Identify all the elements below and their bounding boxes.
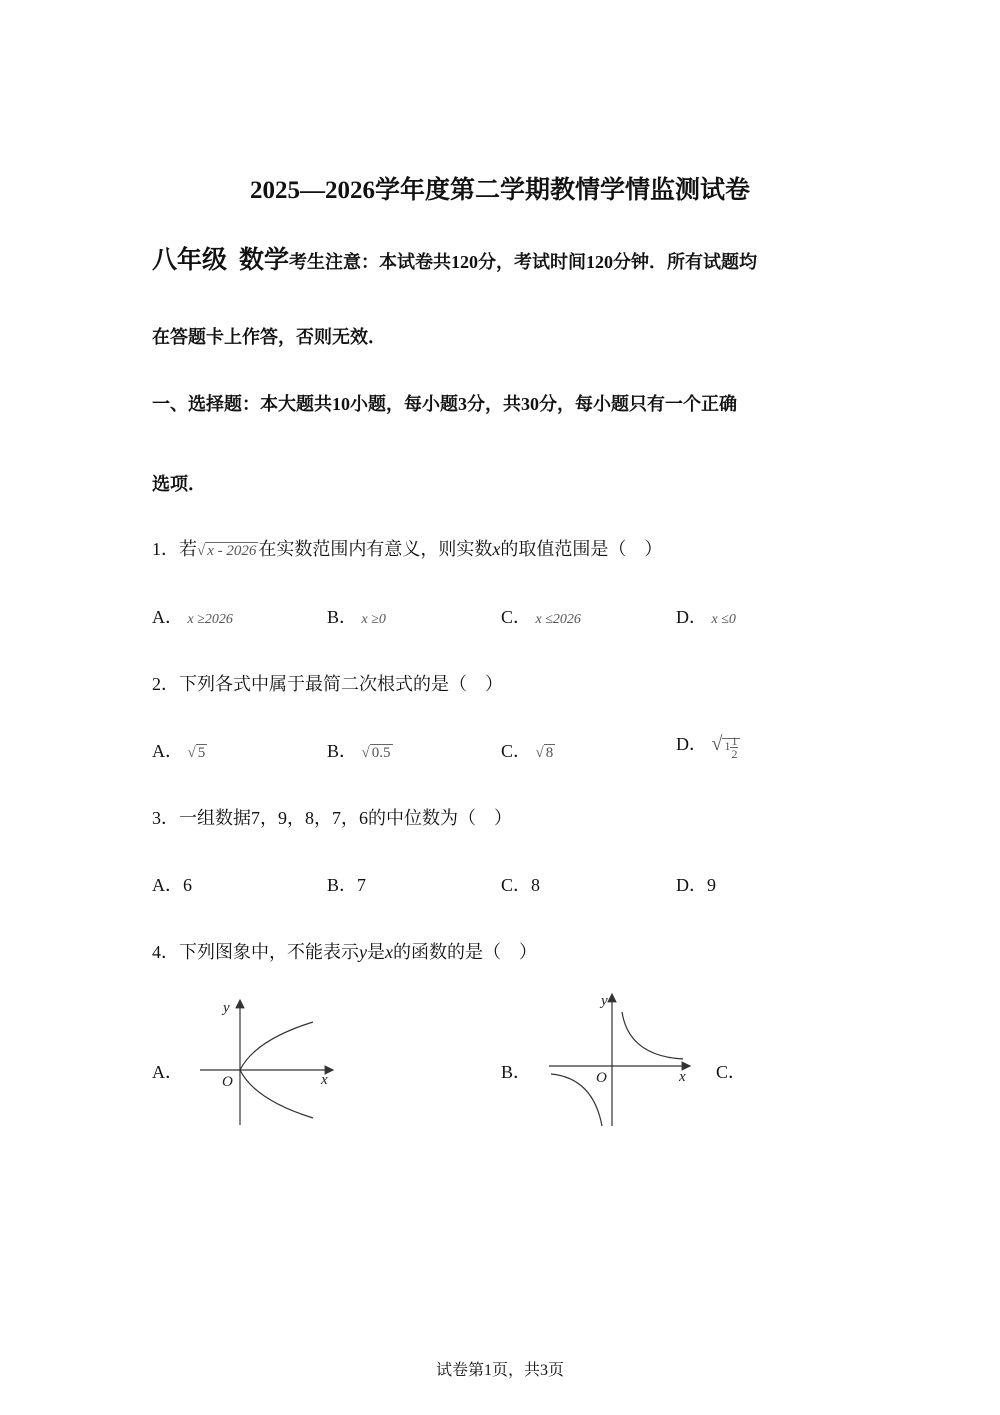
graph-b[interactable] — [545, 986, 695, 1131]
q4-option-b-label[interactable]: B． — [501, 1062, 532, 1082]
option-value: 6 — [183, 875, 192, 895]
page-footer: 试卷第1页，共3页 — [435, 1362, 564, 1379]
origin-label: O — [222, 1074, 233, 1090]
q1-option-d[interactable] — [676, 603, 736, 629]
option-value: 9 — [707, 875, 716, 895]
axis-x-label: x — [321, 1072, 328, 1088]
section-heading: 一、选择题：本大题共10小题，每小题3分，共30分，每小题只有一个正确 — [152, 394, 737, 414]
q3-option-a[interactable] — [152, 871, 192, 897]
exam-notice-cont: 在答题卡上作答，否则无效． — [152, 327, 386, 347]
q2-option-b[interactable] — [327, 737, 393, 763]
q2-option-c[interactable] — [501, 737, 555, 763]
q3-option-d[interactable] — [676, 871, 716, 897]
radicand: 5 — [197, 745, 206, 761]
q1-option-a[interactable] — [152, 603, 233, 629]
q2-option-d[interactable] — [676, 730, 740, 760]
option-label: B． — [327, 607, 358, 627]
q1-option-b[interactable] — [327, 603, 386, 629]
question-1 — [152, 535, 662, 561]
radicand: 8 — [545, 745, 554, 761]
option-label: B． — [327, 875, 358, 895]
question-4-prefix: 4．下列图象中，不能表示 — [152, 942, 359, 962]
fraction-numerator: 1 — [731, 733, 738, 748]
axis-y-label: y — [601, 993, 608, 1009]
question-1-var: x — [492, 539, 501, 559]
question-1-suffix: 的取值范围是（ ） — [500, 539, 663, 559]
q4-option-c-label[interactable]: C． — [716, 1062, 747, 1082]
hyperbola-branch-upper — [622, 1012, 683, 1059]
option-label: D． — [676, 607, 707, 627]
exam-title: 2025—2026学年度第二学期教情学情监测试卷 — [249, 177, 750, 204]
q3-option-c[interactable] — [501, 871, 540, 897]
fraction — [730, 735, 738, 760]
hyperbola-branch-lower — [551, 1074, 602, 1126]
q3-option-b[interactable] — [327, 871, 366, 897]
option-label: D． — [676, 875, 707, 895]
header-line — [152, 240, 757, 276]
option-label: C． — [501, 741, 532, 761]
q1-option-c[interactable] — [501, 603, 581, 629]
question-2: 2．下列各式中属于最简二次根式的是（ ） — [152, 674, 503, 694]
option-label: A． — [152, 741, 183, 761]
question-1-prefix: 1．若 — [152, 539, 197, 559]
option-value: 8 — [531, 875, 541, 895]
grade-label: 八年级 — [152, 247, 228, 274]
option-value: x ≤0 — [711, 612, 736, 627]
section-heading-cont: 选项． — [152, 474, 206, 494]
question-1-mid: 在实数范围内有意义，则实数 — [258, 539, 493, 559]
question-3: 3．一组数据7，9，8，7，6的中位数为（ ） — [152, 808, 512, 828]
exam-notice: 考生注意：本试卷共120分，考试时间120分钟．所有试题均 — [289, 252, 758, 272]
question-4-var-y: y — [359, 942, 367, 962]
option-label: A． — [152, 607, 183, 627]
subject-label: 数学 — [239, 247, 290, 274]
question-4-var-x: x — [385, 942, 393, 962]
sqrt-expression: √ 0.5 — [361, 745, 391, 761]
origin-label: O — [596, 1070, 607, 1086]
q4-option-a-label[interactable]: A． — [152, 1062, 183, 1082]
option-label: B． — [327, 741, 358, 761]
sqrt-expression: √ 1 $\frac{1}{2}$ — [712, 733, 741, 760]
option-value: x ≥0 — [361, 612, 386, 627]
option-label: D． — [676, 734, 707, 754]
question-4-mid: 是 — [367, 942, 385, 962]
q2-option-a[interactable] — [152, 737, 207, 763]
graph-a[interactable] — [195, 992, 345, 1132]
radicand: 0.5 — [371, 745, 391, 761]
question-4 — [152, 938, 537, 964]
radicand: x - 2026 — [207, 543, 257, 559]
sqrt-expression: √ 8 — [535, 745, 554, 761]
axis-y-label: y — [223, 1000, 230, 1016]
mixed-whole: 1 — [724, 739, 731, 753]
option-value: 7 — [357, 875, 367, 895]
option-value: x ≤2026 — [535, 612, 581, 627]
option-label: C． — [501, 607, 532, 627]
option-value: x ≥2026 — [187, 612, 233, 627]
question-4-suffix: 的函数的是（ ） — [393, 942, 537, 962]
option-label: A． — [152, 875, 183, 895]
option-label: C． — [501, 875, 532, 895]
sqrt-expression: √ 5 — [187, 745, 206, 761]
fraction-denominator: 2 — [731, 746, 738, 761]
sqrt-expression: √ x - 2026 — [197, 543, 257, 559]
radicand-mixed — [722, 733, 740, 761]
axis-x-label: x — [679, 1069, 686, 1085]
